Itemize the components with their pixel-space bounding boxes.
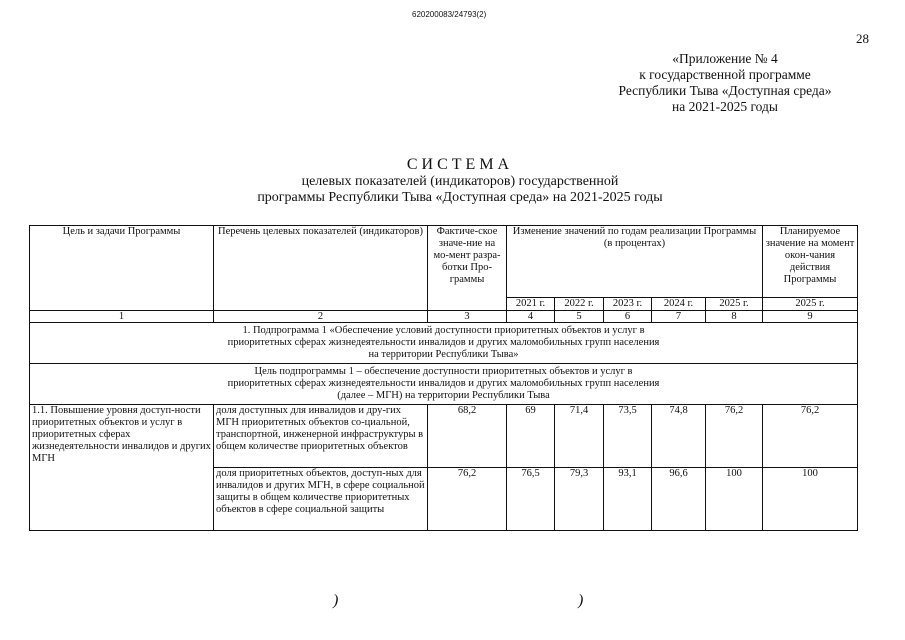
value-actual: 76,2 (428, 468, 507, 531)
column-number: 2 (214, 311, 428, 323)
value-planned: 100 (763, 468, 858, 531)
task-cell: 1.1. Повышение уровня доступ-ности приоритетных объектов и услуг в приоритетных сферах жизнедеятельности инвалидов и других МГН (30, 405, 214, 531)
header-year: 2023 г. (604, 298, 652, 311)
value-2025: 100 (706, 468, 763, 531)
subprogram-title (30, 323, 858, 364)
value-2025: 76,2 (706, 405, 763, 468)
column-number: 5 (555, 311, 604, 323)
column-number: 7 (652, 311, 706, 323)
column-number: 4 (507, 311, 555, 323)
value-2022: 79,3 (555, 468, 604, 531)
value-planned: 76,2 (763, 405, 858, 468)
header-indicators: Перечень целевых показателей (индикаторов) (214, 226, 428, 311)
header-year: 2024 г. (652, 298, 706, 311)
appendix-line: к государственной программе (639, 67, 811, 82)
header-year: 2025 г. (706, 298, 763, 311)
subprogram-goal-text: Цель подпрограммы 1 – обеспечение доступности приоритетных объектов и услуг в приоритетных сферах жизнедеятельности инвалидов и других маломобильных групп населения (далее – МГН) на территории Республики Тыва (227, 366, 660, 401)
appendix-caption (600, 51, 850, 115)
column-number: 8 (706, 311, 763, 323)
indicators-table (29, 225, 858, 531)
subprogram-goal (30, 364, 858, 405)
document-code: 620200083/24793(2) (412, 10, 487, 19)
document-title (200, 156, 720, 206)
header-goal: Цель и задачи Программы (30, 226, 214, 311)
page-number: 28 (856, 31, 869, 46)
column-number: 9 (763, 311, 858, 323)
value-2022: 71,4 (555, 405, 604, 468)
handwritten-mark: ) (578, 592, 584, 609)
value-2023: 73,5 (604, 405, 652, 468)
appendix-line: на 2021-2025 годы (672, 99, 778, 114)
value-2023: 93,1 (604, 468, 652, 531)
value-2024: 96,6 (652, 468, 706, 531)
title-line: программы Республики Тыва «Доступная среда» на 2021-2025 годы (257, 190, 663, 205)
indicator-cell: доля приоритетных объектов, доступ-ных для инвалидов и других МГН, в сфере социальной защиты в общем количестве приоритетных объектов в сфере социальной защиты (214, 468, 428, 531)
indicator-cell: доля доступных для инвалидов и дру-гих МГН приоритетных объектов со-циальной, транспортной, инженерной инфраструктуры в общем количестве приоритетных объектов (214, 405, 428, 468)
header-planned: Планируемое значение на момент окон-чания действия Программы (763, 226, 858, 298)
header-year: 2022 г. (555, 298, 604, 311)
value-2024: 74,8 (652, 405, 706, 468)
column-number: 6 (604, 311, 652, 323)
header-actual: Фактиче-ское значе-ние на мо-мент разра-ботки Про-граммы (428, 226, 507, 311)
subprogram-text: 1. Подпрограмма 1 «Обеспечение условий доступности приоритетных объектов и услуг в приоритетных сферах жизнедеятельности инвалидов и других маломобильных групп населения на территории Республики Тыва» (227, 325, 660, 360)
column-number: 1 (30, 311, 214, 323)
value-2021: 76,5 (507, 468, 555, 531)
handwritten-mark: ) (333, 592, 339, 609)
header-planned-year: 2025 г. (763, 298, 858, 311)
appendix-line: «Приложение № 4 (672, 51, 778, 66)
value-2021: 69 (507, 405, 555, 468)
title-word: СИСТЕМА (406, 156, 514, 173)
header-year: 2021 г. (507, 298, 555, 311)
column-number: 3 (428, 311, 507, 323)
value-actual: 68,2 (428, 405, 507, 468)
header-change: Изменение значений по годам реализации Программы (в процентах) (507, 226, 763, 298)
appendix-line: Республики Тыва «Доступная среда» (618, 83, 832, 98)
title-line: целевых показателей (индикаторов) государственной (301, 174, 619, 189)
